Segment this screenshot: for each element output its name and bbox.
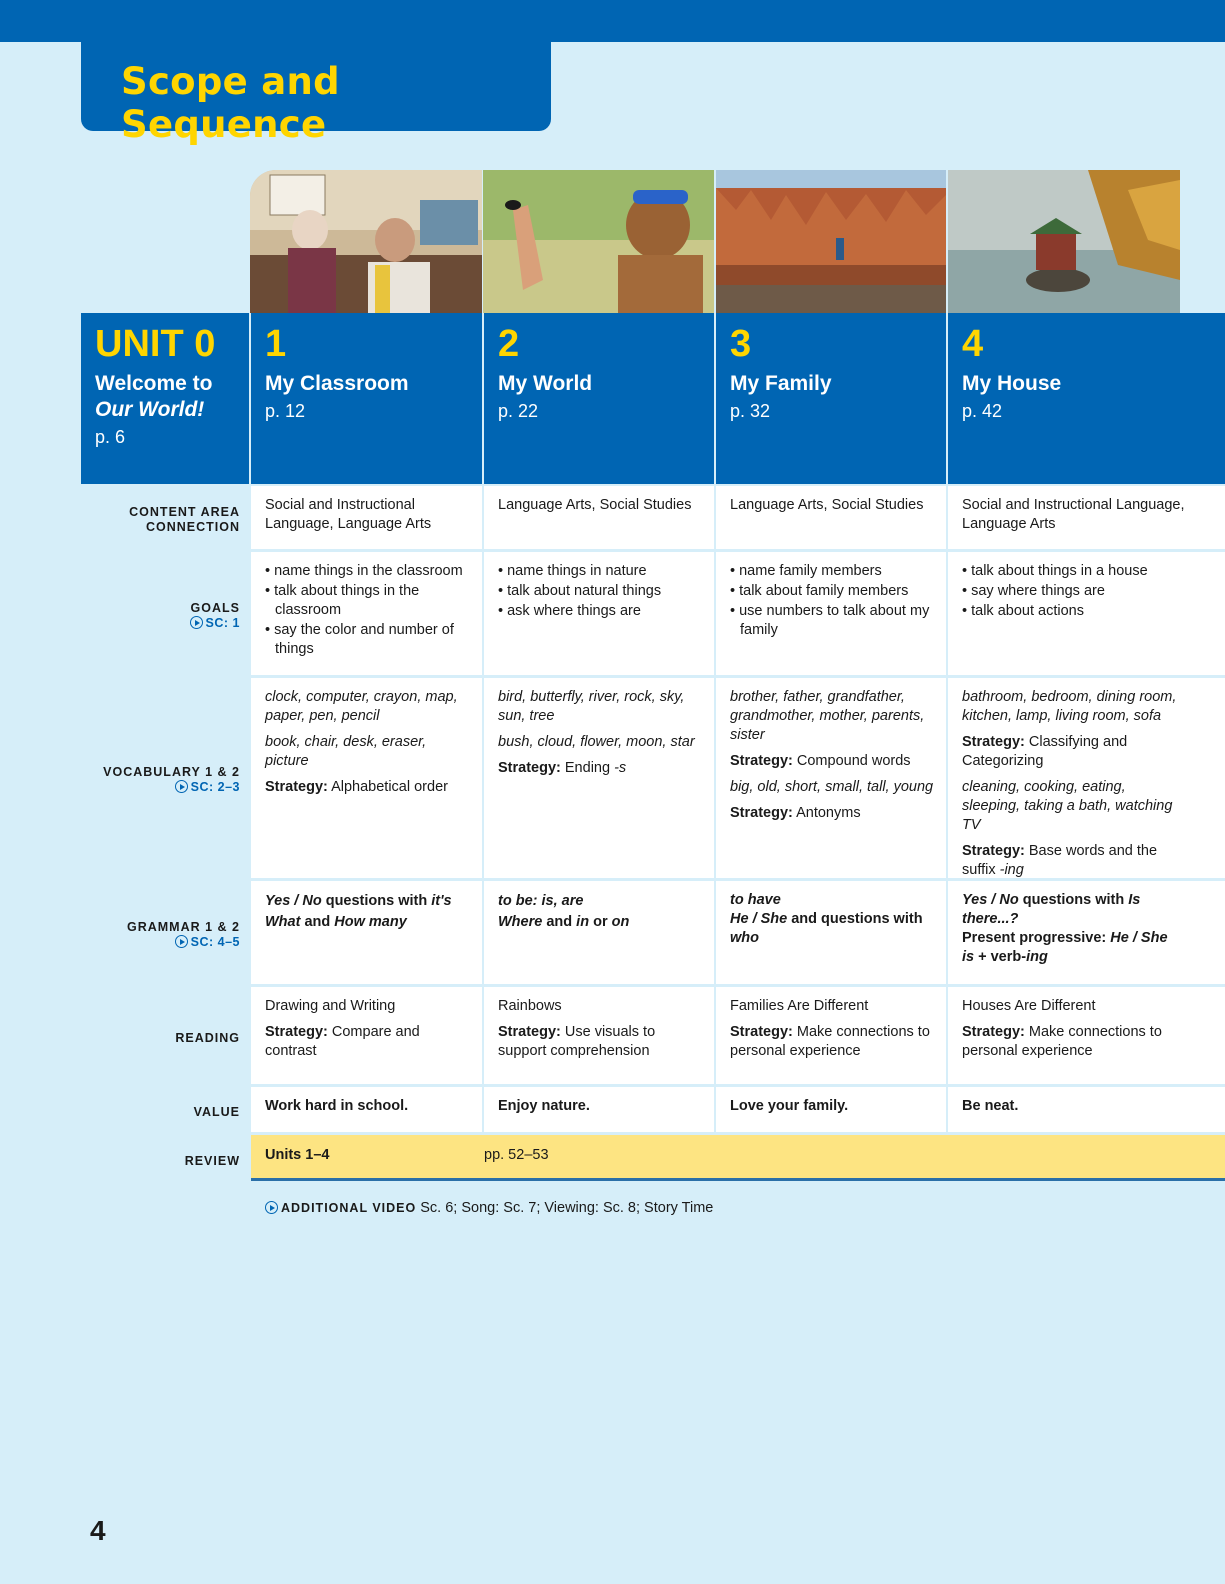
unit-0-header [81,313,249,484]
play-icon [265,1201,278,1214]
reading-strategy: Strategy: Make connections to personal experience [962,1024,1162,1059]
row-label-content-area: CONTENT AREA CONNECTION [129,505,240,534]
content-area-unit-4: Social and Instructional Language, Language Arts [948,486,1225,549]
play-icon [190,616,203,629]
unit-4-header [948,313,1225,484]
reading-unit-4 [948,987,1225,1084]
unit-3-photo-canyon [716,170,946,313]
reading-title: Drawing and Writing [265,998,396,1014]
page-title: Scope and Sequence [121,60,340,146]
vocab-strategy: Strategy: Alphabetical order [265,779,448,795]
unit-2-title: My World [498,372,593,395]
list-item: • use numbers to talk about my family [730,602,934,640]
list-item: • name things in the classroom [265,562,470,581]
unit-0-title-line1: Welcome to [95,372,213,395]
additional-video[interactable]: ADDITIONAL VIDEO Sc. 6; Song: Sc. 7; Viewing: Sc. 8; Story Time [265,1200,713,1216]
vocabulary-unit-2 [484,678,714,878]
unit-3-header [716,313,946,484]
reading-title: Rainbows [498,998,562,1014]
vocab-list-1: bird, butterfly, river, rock, sky, sun, tree [498,689,685,724]
reading-strategy: Strategy: Make connections to personal experience [730,1024,930,1059]
vocabulary-unit-1 [251,678,482,878]
reading-unit-1 [251,987,482,1084]
row-label-vocabulary: VOCABULARY 1 & 2 SC: 2–3 [103,765,240,794]
grammar-unit-1: Yes / No questions with it's What and How many [251,881,482,984]
title-tab [81,38,551,146]
vocab-list-1: clock, computer, crayon, map, paper, pen, pencil [265,689,458,724]
reading-unit-2 [484,987,714,1084]
row-label-value: VALUE [193,1105,240,1119]
unit-4-photo-house-on-rock [948,170,1180,313]
vocab-list-2: bush, cloud, flower, moon, star [498,734,695,750]
unit-3-title: My Family [730,372,832,395]
unit-0-title-line2: Our World! [95,398,205,421]
play-icon [175,935,188,948]
vocab-strategy-1: Strategy: Classifying and Categorizing [962,734,1128,769]
grammar-unit-3: to have He / She and questions with who [716,881,946,984]
unit-1-header [251,313,482,484]
reading-unit-3 [716,987,946,1084]
unit-4-page: p. 42 [962,401,1003,421]
unit-2-photo-boy-with-beetle [483,170,714,313]
unit-1-page: p. 12 [265,401,306,421]
grammar-video-link[interactable]: SC: 4–5 [127,935,240,950]
list-item: • name family members [730,562,934,581]
unit-2-header [484,313,714,484]
unit-2-page: p. 22 [498,401,539,421]
unit-0-page: p. 6 [95,427,126,447]
list-item: • ask where things are [498,602,702,621]
reading-strategy: Strategy: Use visuals to support comprehension [498,1024,656,1059]
vocab-strategy: Strategy: Ending -s [498,760,627,776]
page-number: 4 [90,1515,106,1546]
list-item: • talk about natural things [498,582,702,601]
top-bar [0,0,1225,42]
vocab-list-2: cleaning, cooking, eating, sleeping, taking a bath, watching TV [962,779,1173,833]
row-label-grammar: GRAMMAR 1 & 2 SC: 4–5 [126,920,240,949]
unit-1-photo-classroom [250,170,482,313]
goals-unit-3 [716,552,946,675]
vocab-strategy-1: Strategy: Compound words [730,753,911,769]
row-label-reading: READING [175,1031,240,1045]
content-area-unit-1: Social and Instructional Language, Language Arts [251,486,482,549]
grammar-unit-4: Yes / No questions with Is there...? Present progressive: He / She is + verb-ing [948,881,1225,984]
unit-4-title: My House [962,372,1062,395]
unit-1-title: My Classroom [265,372,409,395]
vocabulary-video-link[interactable]: SC: 2–3 [103,780,240,795]
value-unit-2: Enjoy nature. [484,1087,714,1132]
review-pages: pp. 52–53 [484,1147,549,1163]
reading-title: Houses Are Different [962,998,1096,1014]
list-item: • talk about family members [730,582,934,601]
content-area-unit-2: Language Arts, Social Studies [484,486,714,549]
review-units: Units 1–4 [265,1147,330,1163]
reading-strategy: Strategy: Compare and contrast [265,1024,420,1059]
vocab-strategy-2: Strategy: Base words and the suffix -ing [962,843,1158,878]
list-item: • talk about things in the classroom [265,582,470,620]
vocabulary-unit-3 [716,678,946,878]
vocab-list-2: book, chair, desk, eraser, picture [265,734,427,769]
unit-3-number: 3 [730,323,752,365]
play-icon [175,780,188,793]
goals-video-link[interactable]: SC: 1 [190,616,240,631]
review-bar [251,1135,1225,1181]
row-label-review: REVIEW [184,1154,240,1168]
unit-0-label: UNIT 0 [95,323,216,365]
vocabulary-unit-4 [948,678,1225,878]
vocab-strategy-2: Strategy: Antonyms [730,805,861,821]
unit-2-number: 2 [498,323,520,365]
goals-unit-1 [251,552,482,675]
unit-3-page: p. 32 [730,401,771,421]
value-unit-1: Work hard in school. [251,1087,482,1132]
list-item: • talk about actions [962,602,1213,621]
goals-unit-4 [948,552,1225,675]
reading-title: Families Are Different [730,998,869,1014]
row-label-goals: GOALS SC: 1 [190,601,240,630]
vocab-list-1: bathroom, bedroom, dining room, kitchen, lamp, living room, sofa [962,689,1177,724]
content-area-unit-3: Language Arts, Social Studies [716,486,946,549]
goals-unit-2 [484,552,714,675]
unit-1-number: 1 [265,323,287,365]
vocab-list-2: big, old, short, small, tall, young [730,779,934,795]
vocab-list-1: brother, father, grandfather, grandmother, mother, parents, sister [730,689,925,743]
list-item: • talk about things in a house [962,562,1213,581]
list-item: • say where things are [962,582,1213,601]
unit-4-number: 4 [962,323,984,365]
value-unit-4: Be neat. [948,1087,1225,1132]
value-unit-3: Love your family. [716,1087,946,1132]
grammar-unit-2: to be: is, are Where and in or on [484,881,714,984]
list-item: • name things in nature [498,562,702,581]
list-item: • say the color and number of things [265,621,470,659]
